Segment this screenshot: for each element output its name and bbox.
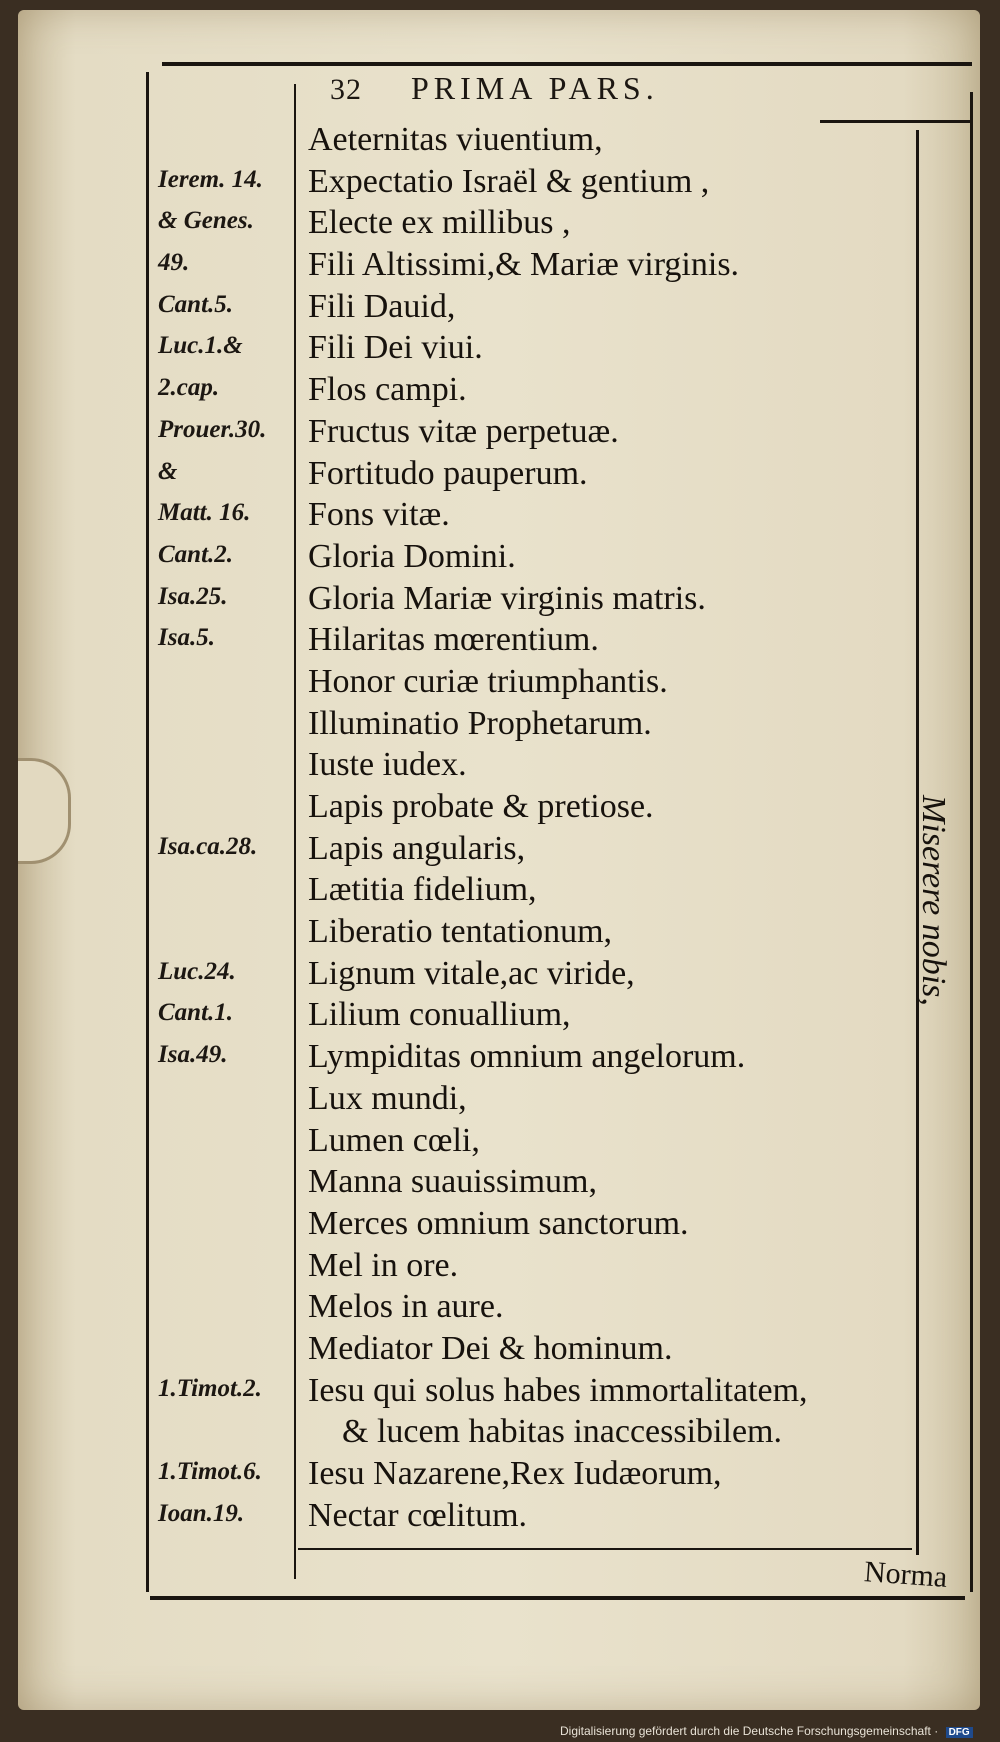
frame-bottom-rule	[150, 1596, 965, 1600]
list-item	[150, 245, 910, 287]
margin-reference: Cant.1.	[158, 999, 234, 1027]
margin-reference: Isa.ca.28.	[158, 832, 258, 860]
invocation-text: Fons vitæ.	[308, 496, 450, 534]
margin-reference: Cant.2.	[158, 540, 234, 568]
margin-reference: Cant.5.	[158, 290, 234, 318]
list-item	[150, 829, 910, 871]
credit-text: Digitalisierung gefördert durch die Deutsche Forschungsgemeinschaft	[560, 1724, 931, 1738]
list-item	[150, 1329, 910, 1371]
list-item	[150, 1496, 910, 1538]
invocation-text: Iesu Nazarene,Rex Iudæorum,	[308, 1455, 722, 1492]
invocation-text: Fili Dei viui.	[308, 329, 483, 367]
frame-top-rule	[162, 62, 972, 66]
invocation-text: Nectar cœlitum.	[308, 1496, 528, 1534]
inner-bottom-rule	[298, 1548, 912, 1550]
page-number: 32	[330, 73, 362, 106]
invocation-text: Hilaritas mœrentium.	[308, 621, 599, 659]
list-item	[150, 287, 910, 329]
invocation-text: Illuminatio Prophetarum.	[308, 704, 652, 742]
side-refrain: Miserere nobis,	[915, 795, 952, 1006]
frame-left-rule	[146, 72, 149, 1592]
list-item	[150, 787, 910, 829]
list-item	[150, 495, 910, 537]
margin-reference: Matt. 16.	[158, 499, 251, 527]
list-item	[150, 1412, 910, 1454]
running-header	[330, 70, 800, 107]
list-item	[150, 412, 910, 454]
invocation-text: Iuste iudex.	[308, 746, 467, 784]
list-item	[150, 662, 910, 704]
invocation-text: Fili Altissimi,& Mariæ virginis.	[308, 246, 740, 284]
margin-reference: Isa.49.	[158, 1041, 228, 1069]
invocation-text: Mediator Dei & hominum.	[308, 1329, 673, 1367]
list-item	[150, 579, 910, 621]
invocation-text: Iesu qui solus habes immortalitatem,	[308, 1371, 808, 1409]
list-item	[150, 1246, 910, 1288]
margin-reference: Ioan.19.	[158, 1499, 245, 1527]
litany-list	[150, 120, 910, 1537]
invocation-text: Gloria Mariæ virginis matris.	[308, 579, 706, 617]
list-item	[150, 120, 910, 162]
invocation-text: Manna suauissimum,	[308, 1163, 597, 1201]
catchword: Norma	[862, 1555, 949, 1594]
invocation-text: Lympiditas omnium angelorum.	[308, 1038, 746, 1076]
digitization-credit	[560, 1724, 973, 1738]
margin-reference: Isa.25.	[158, 582, 228, 610]
dfg-logo: DFG	[946, 1727, 973, 1738]
list-item	[150, 1204, 910, 1246]
invocation-text: Electe ex millibus ,	[308, 204, 571, 242]
invocation-text: Lux mundi,	[308, 1079, 467, 1117]
margin-reference: 49.	[158, 249, 190, 277]
list-item	[150, 1371, 910, 1413]
invocation-text: Fili Dauid,	[308, 287, 456, 325]
margin-reference: & Genes.	[158, 207, 254, 235]
list-item	[150, 954, 910, 996]
invocation-text: Lapis probate & pretiose.	[308, 788, 654, 825]
invocation-text: Lilium conuallium,	[308, 996, 571, 1034]
list-item	[150, 912, 910, 954]
list-item	[150, 1121, 910, 1163]
list-item	[150, 328, 910, 370]
margin-reference: 1.Timot.6.	[158, 1458, 262, 1485]
list-item	[150, 203, 910, 245]
list-item	[150, 370, 910, 412]
invocation-text: Honor curiæ triumphantis.	[308, 662, 668, 700]
list-item	[150, 1079, 910, 1121]
invocation-text: Fructus vitæ perpetuæ.	[308, 412, 619, 450]
margin-reference: Ierem. 14.	[158, 165, 263, 193]
invocation-text: Fortitudo pauperum.	[308, 454, 588, 492]
margin-reference: Prouer.30.	[158, 415, 267, 443]
list-item	[150, 704, 910, 746]
invocation-text: Mel in ore.	[308, 1246, 459, 1284]
invocation-text: Merces omnium sanctorum.	[308, 1204, 689, 1242]
invocation-text: Aeternitas viuentium,	[308, 121, 603, 158]
margin-reference: Luc.24.	[158, 957, 236, 985]
list-item	[150, 1287, 910, 1329]
list-item	[150, 1037, 910, 1079]
invocation-text: Melos in aure.	[308, 1288, 504, 1326]
invocation-text: Lignum vitale,ac viride,	[308, 954, 635, 992]
list-item	[150, 620, 910, 662]
page-title: PRIMA PARS.	[411, 70, 659, 106]
list-item	[150, 745, 910, 787]
outer-right-rule	[970, 92, 973, 1592]
invocation-text: Liberatio tentationum,	[308, 913, 613, 951]
invocation-text: & lucem habitas inaccessibilem.	[342, 1413, 782, 1451]
list-item	[150, 870, 910, 912]
margin-reference: 2.cap.	[158, 374, 220, 402]
margin-reference: Isa.5.	[158, 624, 215, 652]
margin-reference: &	[158, 457, 178, 485]
invocation-text: Flos campi.	[308, 371, 467, 409]
list-item	[150, 1454, 910, 1496]
margin-reference: Luc.1.&	[158, 332, 243, 360]
list-item	[150, 537, 910, 579]
list-item	[150, 995, 910, 1037]
invocation-text: Gloria Domini.	[308, 537, 516, 575]
invocation-text: Expectatio Israël & gentium ,	[308, 162, 710, 200]
credit-separator: ·	[934, 1724, 942, 1738]
margin-reference: 1.Timot.2.	[158, 1374, 262, 1402]
list-item	[150, 162, 910, 204]
list-item	[150, 454, 910, 496]
book-clasp	[18, 758, 71, 864]
list-item	[150, 1162, 910, 1204]
invocation-text: Lætitia fidelium,	[308, 871, 537, 909]
invocation-text: Lumen cœli,	[308, 1121, 480, 1159]
invocation-text: Lapis angularis,	[308, 829, 526, 867]
